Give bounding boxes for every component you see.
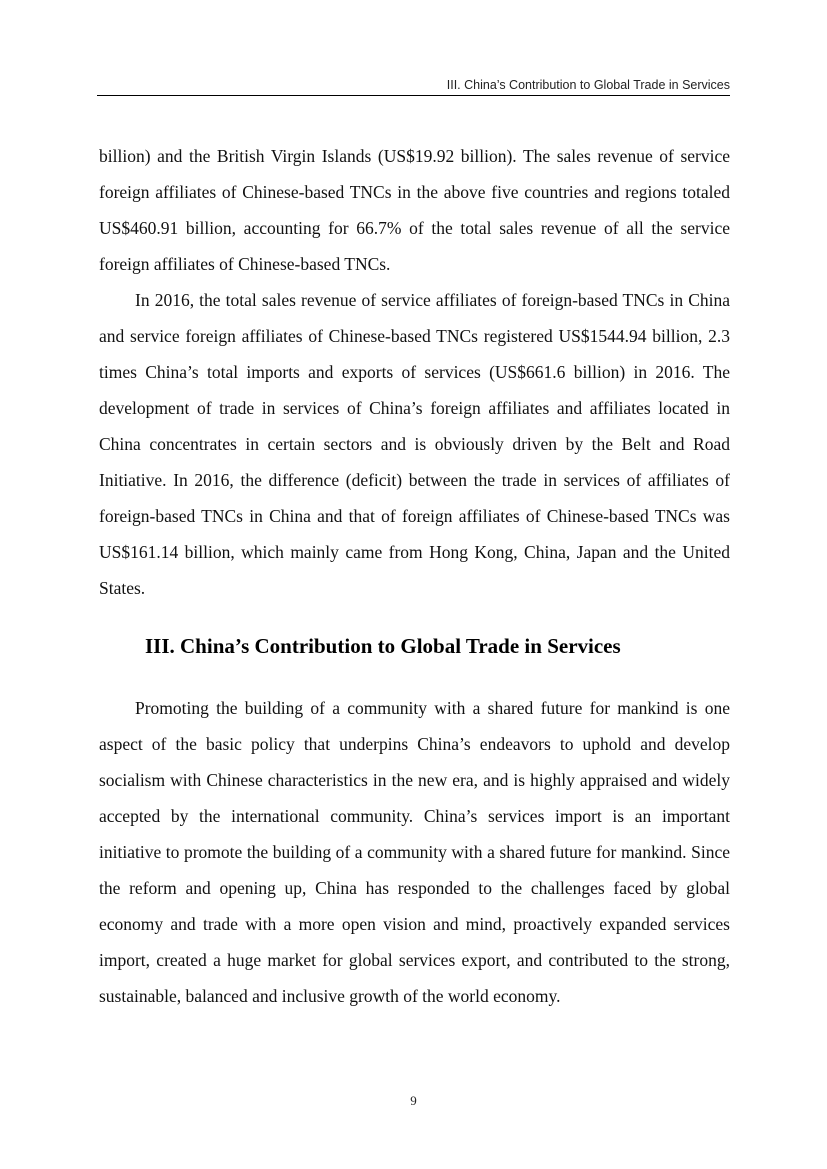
paragraph-sales-revenue-2016: In 2016, the total sales revenue of service affiliates of foreign-based TNCs in China and service foreign affiliates of Chinese-based TNCs registered US$1544.94 billion, 2.3 times China’s total imports and exports of services (US$661.6 billion) in 2016. The development of trade in services of China’s foreign affiliates and affiliates located in China concentrates in certain sectors and is obviously driven by the Belt and Road Initiative. In 2016, the difference (deficit) between the trade in services of affiliates of foreign-based TNCs in China and that of foreign affiliates of Chinese-based TNCs was US$161.14 billion, which mainly came from Hong Kong, China, Japan and the United States. (99, 290, 730, 598)
paragraph-continuation: billion) and the British Virgin Islands (US$19.92 billion). The sales revenue of service foreign affiliates of Chinese-based TNCs in the above five countries and regions totaled US$460.91 billion, accounting for 66.7% of the total sales revenue of all the service foreign affiliates of Chinese-based TNCs. (99, 146, 730, 274)
paragraph-community-shared-future: Promoting the building of a community with a shared future for mankind is one aspect of the basic policy that underpins China’s endeavors to uphold and develop socialism with Chinese characteristics in the new era, and is highly appraised and widely accepted by the international community. China’s services import is an important initiative to promote the building of a community with a shared future for mankind. Since the reform and opening up, China has responded to the challenges faced by global economy and trade with a more open vision and mind, proactively expanded services import, created a huge market for global services export, and contributed to the strong, sustainable, balanced and inclusive growth of the world economy. (99, 698, 730, 1006)
page-number: 9 (410, 1093, 417, 1108)
running-header (97, 78, 730, 96)
running-header-title: III. China’s Contribution to Global Trade in Services (446, 78, 730, 92)
body-text-lower (99, 690, 730, 1014)
section-heading: III. China’s Contribution to Global Trade in Services (145, 634, 621, 658)
body-text-upper (99, 138, 730, 606)
